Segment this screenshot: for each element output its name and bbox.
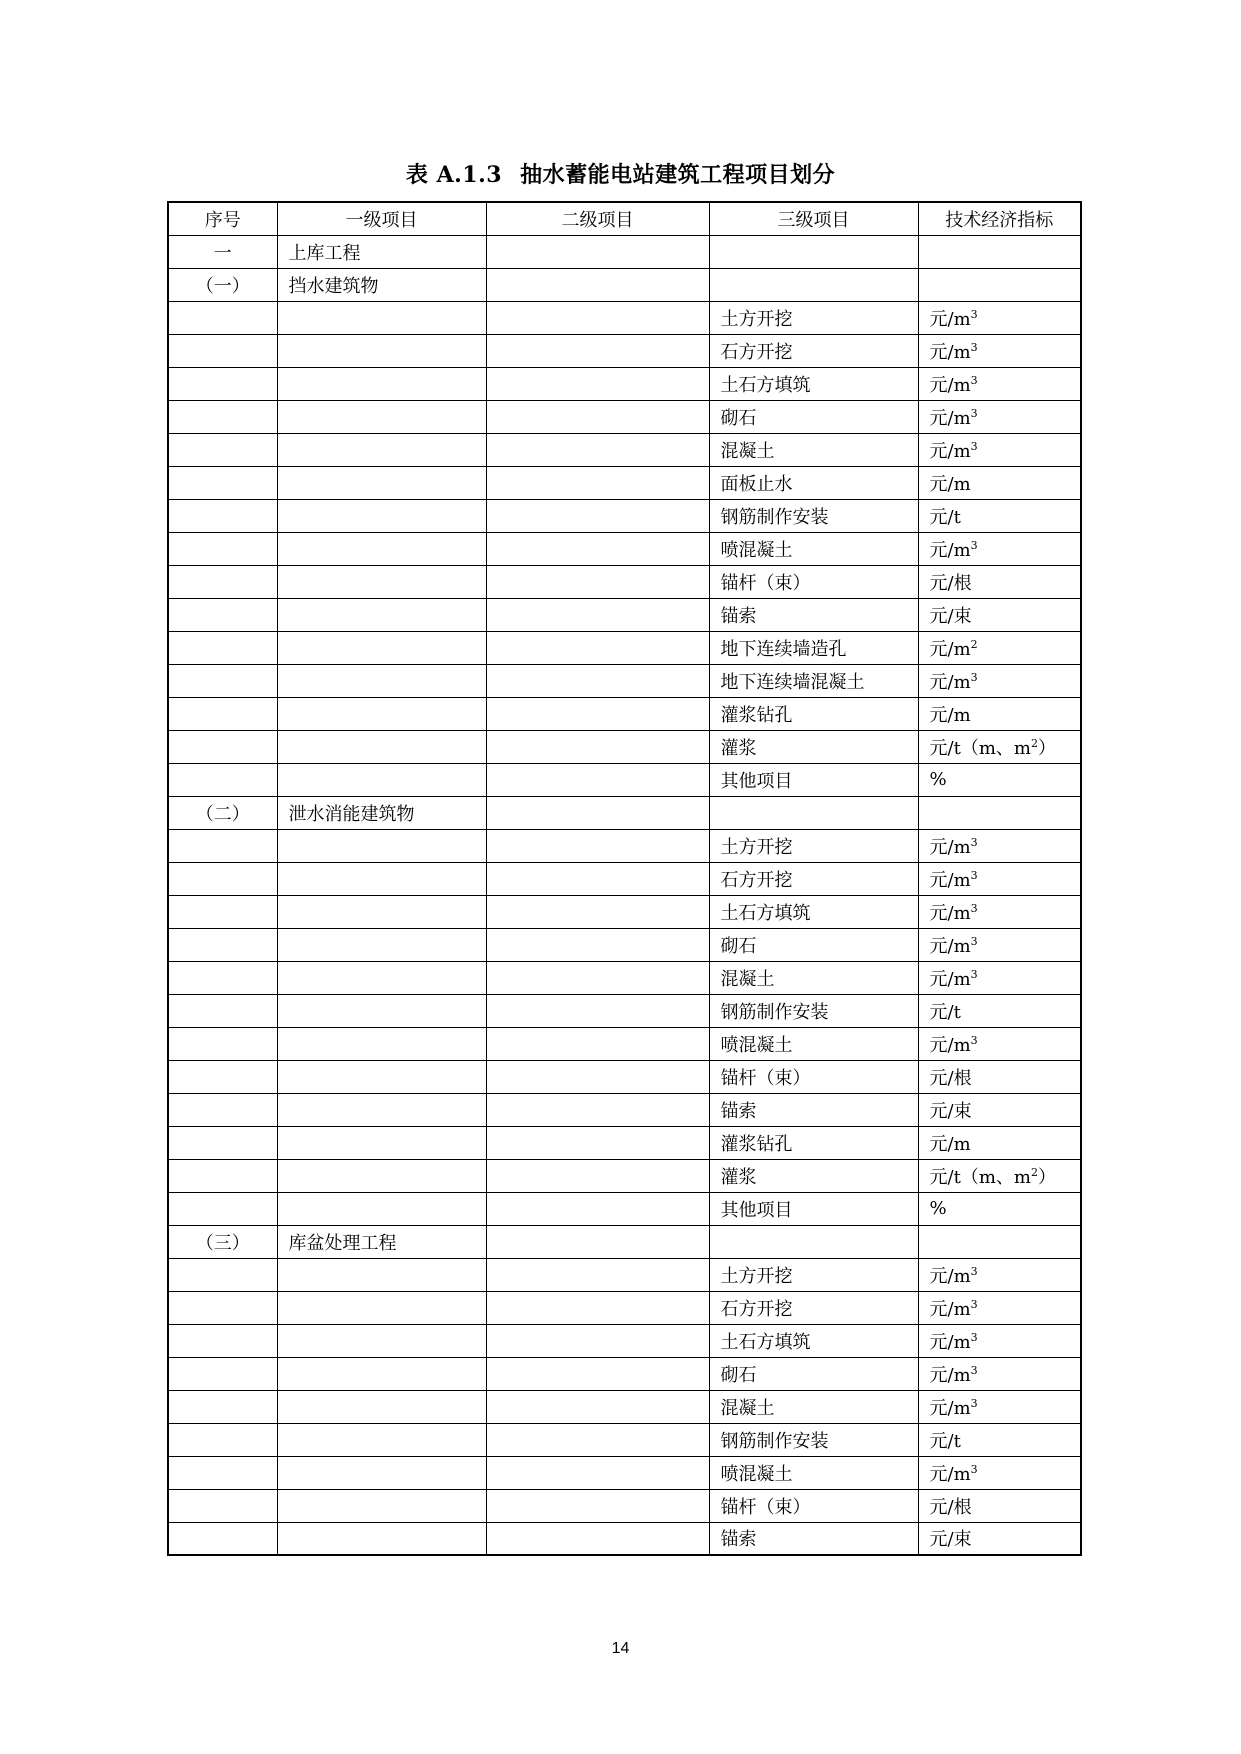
indicator-cell: 元$/m^3$	[918, 433, 1081, 466]
table-row	[168, 1357, 1081, 1390]
level3-cell: 面板止水	[709, 466, 918, 499]
level3-cell: 锚杆（束）	[709, 565, 918, 598]
indicator-cell	[918, 268, 1081, 301]
level3-cell: 灌浆钻孔	[709, 697, 918, 730]
level3-cell: 其他项目	[709, 1192, 918, 1225]
level2-cell	[486, 400, 709, 433]
level1-cell: 泄水消能建筑物	[277, 796, 486, 829]
level2-cell	[486, 829, 709, 862]
table-row	[168, 829, 1081, 862]
table-row	[168, 961, 1081, 994]
level2-cell	[486, 433, 709, 466]
table-row	[168, 367, 1081, 400]
level3-cell: 混凝土	[709, 961, 918, 994]
level2-cell	[486, 730, 709, 763]
level1-cell: 上库工程	[277, 235, 486, 268]
index-cell	[168, 928, 277, 961]
indicator-cell: 元/m	[918, 697, 1081, 730]
level1-cell	[277, 631, 486, 664]
index-cell	[168, 1522, 277, 1555]
index-cell	[168, 301, 277, 334]
table-row	[168, 1192, 1081, 1225]
index-cell	[168, 994, 277, 1027]
level3-cell: 其他项目	[709, 763, 918, 796]
level2-cell	[486, 862, 709, 895]
level1-cell	[277, 400, 486, 433]
level2-cell	[486, 1126, 709, 1159]
indicator-cell: 元/根	[918, 1060, 1081, 1093]
level3-cell: 喷混凝土	[709, 1456, 918, 1489]
table-row	[168, 862, 1081, 895]
table-row	[168, 565, 1081, 598]
index-cell	[168, 466, 277, 499]
level1-cell: 挡水建筑物	[277, 268, 486, 301]
table-row	[168, 1159, 1081, 1192]
index-cell	[168, 1390, 277, 1423]
level3-cell: 土方开挖	[709, 301, 918, 334]
level1-cell	[277, 664, 486, 697]
indicator-cell: 元/t（m、$m^2$）	[918, 730, 1081, 763]
level2-cell	[486, 1159, 709, 1192]
table-row	[168, 466, 1081, 499]
level2-cell	[486, 796, 709, 829]
level3-cell	[709, 268, 918, 301]
header-level2: 二级项目	[486, 202, 709, 235]
index-cell	[168, 961, 277, 994]
index-cell: 一	[168, 235, 277, 268]
table-row	[168, 1093, 1081, 1126]
level3-cell	[709, 796, 918, 829]
page-number: 14	[611, 1640, 630, 1657]
index-cell	[168, 367, 277, 400]
level2-cell	[486, 532, 709, 565]
index-cell	[168, 730, 277, 763]
level2-cell	[486, 1489, 709, 1522]
indicator-cell: 元$/m^3$	[918, 1390, 1081, 1423]
level2-cell	[486, 598, 709, 631]
level1-cell	[277, 1489, 486, 1522]
level3-cell: 地下连续墙造孔	[709, 631, 918, 664]
project-division-table	[167, 201, 1082, 1556]
level2-cell	[486, 928, 709, 961]
index-cell	[168, 862, 277, 895]
index-cell	[168, 1258, 277, 1291]
table-row	[168, 268, 1081, 301]
level3-cell: 钢筋制作安装	[709, 499, 918, 532]
table-row	[168, 631, 1081, 664]
indicator-cell: 元/t	[918, 994, 1081, 1027]
indicator-cell: 元$/m^3$	[918, 895, 1081, 928]
level2-cell	[486, 1027, 709, 1060]
level3-cell: 混凝土	[709, 1390, 918, 1423]
table-row	[168, 664, 1081, 697]
level3-cell: 土石方填筑	[709, 895, 918, 928]
level1-cell	[277, 433, 486, 466]
table-row	[168, 1390, 1081, 1423]
level2-cell	[486, 1060, 709, 1093]
table-row	[168, 730, 1081, 763]
level1-cell	[277, 1291, 486, 1324]
level2-cell	[486, 367, 709, 400]
level2-cell	[486, 961, 709, 994]
level2-cell	[486, 1225, 709, 1258]
table-number: 表 A.1.3	[405, 162, 503, 188]
level2-cell	[486, 1258, 709, 1291]
indicator-cell: 元$/m^3$	[918, 1027, 1081, 1060]
table-row	[168, 1126, 1081, 1159]
indicator-cell: 元/根	[918, 565, 1081, 598]
table-row	[168, 1291, 1081, 1324]
indicator-cell: 元/根	[918, 1489, 1081, 1522]
level3-cell: 锚杆（束）	[709, 1489, 918, 1522]
index-cell	[168, 1489, 277, 1522]
level2-cell	[486, 334, 709, 367]
index-cell: （三）	[168, 1225, 277, 1258]
indicator-cell: 元/t	[918, 1423, 1081, 1456]
header-level3: 三级项目	[709, 202, 918, 235]
level1-cell	[277, 763, 486, 796]
indicator-cell: 元$/m^2$	[918, 631, 1081, 664]
level3-cell: 砌石	[709, 928, 918, 961]
table-row	[168, 1456, 1081, 1489]
table-caption: 抽水蓄能电站建筑工程项目划分	[520, 162, 836, 188]
table-row	[168, 334, 1081, 367]
table-row	[168, 994, 1081, 1027]
index-cell: （二）	[168, 796, 277, 829]
index-cell	[168, 1324, 277, 1357]
level2-cell	[486, 631, 709, 664]
level3-cell: 土方开挖	[709, 1258, 918, 1291]
table-row	[168, 433, 1081, 466]
level2-cell	[486, 697, 709, 730]
index-cell	[168, 664, 277, 697]
index-cell	[168, 1456, 277, 1489]
index-cell	[168, 1357, 277, 1390]
header-level1: 一级项目	[277, 202, 486, 235]
level1-cell	[277, 301, 486, 334]
level1-cell	[277, 1258, 486, 1291]
level2-cell	[486, 1192, 709, 1225]
indicator-cell: 元$/m^3$	[918, 664, 1081, 697]
indicator-cell: 元$/m^3$	[918, 400, 1081, 433]
level2-cell	[486, 499, 709, 532]
level1-cell	[277, 1126, 486, 1159]
level1-cell	[277, 367, 486, 400]
header-index: 序号	[168, 202, 277, 235]
indicator-cell: 元/t	[918, 499, 1081, 532]
level1-cell	[277, 1060, 486, 1093]
indicator-cell: 元$/m^3$	[918, 1357, 1081, 1390]
indicator-cell: 元/束	[918, 1093, 1081, 1126]
indicator-cell: 元$/m^3$	[918, 1291, 1081, 1324]
table-row	[168, 499, 1081, 532]
level1-cell	[277, 994, 486, 1027]
level3-cell: 石方开挖	[709, 862, 918, 895]
level1-cell	[277, 961, 486, 994]
level1-cell	[277, 466, 486, 499]
level1-cell	[277, 730, 486, 763]
indicator-cell: 元$/m^3$	[918, 301, 1081, 334]
level2-cell	[486, 763, 709, 796]
level3-cell: 锚索	[709, 1522, 918, 1555]
level3-cell: 钢筋制作安装	[709, 1423, 918, 1456]
header-indicator: 技术经济指标	[918, 202, 1081, 235]
table-row	[168, 895, 1081, 928]
level1-cell	[277, 499, 486, 532]
indicator-cell: 元/t（m、$m^2$）	[918, 1159, 1081, 1192]
index-cell	[168, 565, 277, 598]
index-cell	[168, 598, 277, 631]
level1-cell	[277, 1027, 486, 1060]
index-cell	[168, 433, 277, 466]
level2-cell	[486, 235, 709, 268]
index-cell	[168, 1423, 277, 1456]
indicator-cell	[918, 796, 1081, 829]
level1-cell	[277, 1456, 486, 1489]
index-cell	[168, 1192, 277, 1225]
table-row	[168, 235, 1081, 268]
level3-cell: 灌浆	[709, 1159, 918, 1192]
level2-cell	[486, 301, 709, 334]
table-row	[168, 400, 1081, 433]
index-cell	[168, 1027, 277, 1060]
level1-cell	[277, 928, 486, 961]
table-row	[168, 928, 1081, 961]
level3-cell: 土石方填筑	[709, 367, 918, 400]
level3-cell: 锚索	[709, 1093, 918, 1126]
level3-cell: 锚杆（束）	[709, 1060, 918, 1093]
index-cell	[168, 895, 277, 928]
level1-cell	[277, 565, 486, 598]
index-cell	[168, 1291, 277, 1324]
level1-cell	[277, 1093, 486, 1126]
index-cell	[168, 1060, 277, 1093]
indicator-cell: 元/m	[918, 1126, 1081, 1159]
level3-cell: 灌浆	[709, 730, 918, 763]
table-body	[168, 235, 1081, 1555]
indicator-cell: 元$/m^3$	[918, 367, 1081, 400]
level1-cell	[277, 1192, 486, 1225]
indicator-cell: 元$/m^3$	[918, 928, 1081, 961]
level2-cell	[486, 895, 709, 928]
level1-cell	[277, 334, 486, 367]
level2-cell	[486, 664, 709, 697]
header-row	[168, 202, 1081, 235]
table-row	[168, 598, 1081, 631]
index-cell	[168, 631, 277, 664]
indicator-cell: 元$/m^3$	[918, 829, 1081, 862]
table-row	[168, 1489, 1081, 1522]
index-cell	[168, 400, 277, 433]
index-cell	[168, 829, 277, 862]
indicator-cell: 元$/m^3$	[918, 961, 1081, 994]
level3-cell: 石方开挖	[709, 1291, 918, 1324]
level2-cell	[486, 466, 709, 499]
level3-cell: 钢筋制作安装	[709, 994, 918, 1027]
indicator-cell: 元$/m^3$	[918, 532, 1081, 565]
level1-cell	[277, 1159, 486, 1192]
level1-cell	[277, 697, 486, 730]
table-row	[168, 1324, 1081, 1357]
level3-cell	[709, 235, 918, 268]
table-row	[168, 1258, 1081, 1291]
indicator-cell: 元$/m^3$	[918, 334, 1081, 367]
level1-cell	[277, 598, 486, 631]
level3-cell: 地下连续墙混凝土	[709, 664, 918, 697]
index-cell	[168, 697, 277, 730]
level3-cell: 锚索	[709, 598, 918, 631]
table-row	[168, 1060, 1081, 1093]
table-row	[168, 1027, 1081, 1060]
level2-cell	[486, 1522, 709, 1555]
level2-cell	[486, 1423, 709, 1456]
table-row	[168, 763, 1081, 796]
level2-cell	[486, 1093, 709, 1126]
level2-cell	[486, 565, 709, 598]
index-cell	[168, 1159, 277, 1192]
table-row	[168, 697, 1081, 730]
indicator-cell: %	[918, 763, 1081, 796]
level2-cell	[486, 1324, 709, 1357]
level2-cell	[486, 1456, 709, 1489]
level1-cell: 库盆处理工程	[277, 1225, 486, 1258]
level2-cell	[486, 1291, 709, 1324]
level1-cell	[277, 1357, 486, 1390]
level1-cell	[277, 829, 486, 862]
indicator-cell: 元$/m^3$	[918, 862, 1081, 895]
level2-cell	[486, 1357, 709, 1390]
index-cell	[168, 763, 277, 796]
level3-cell: 混凝土	[709, 433, 918, 466]
level1-cell	[277, 1324, 486, 1357]
table-row	[168, 1225, 1081, 1258]
table-row	[168, 532, 1081, 565]
level2-cell	[486, 268, 709, 301]
index-cell	[168, 1093, 277, 1126]
level1-cell	[277, 1522, 486, 1555]
level2-cell	[486, 994, 709, 1027]
level3-cell: 土石方填筑	[709, 1324, 918, 1357]
level1-cell	[277, 862, 486, 895]
level3-cell	[709, 1225, 918, 1258]
table-row	[168, 796, 1081, 829]
index-cell: （一）	[168, 268, 277, 301]
indicator-cell	[918, 235, 1081, 268]
indicator-cell: 元/m	[918, 466, 1081, 499]
table-title	[0, 158, 1241, 189]
level1-cell	[277, 895, 486, 928]
index-cell	[168, 532, 277, 565]
level3-cell: 灌浆钻孔	[709, 1126, 918, 1159]
level3-cell: 喷混凝土	[709, 532, 918, 565]
index-cell	[168, 499, 277, 532]
table-row	[168, 1423, 1081, 1456]
indicator-cell: %	[918, 1192, 1081, 1225]
index-cell	[168, 334, 277, 367]
level3-cell: 石方开挖	[709, 334, 918, 367]
level1-cell	[277, 1423, 486, 1456]
level3-cell: 砌石	[709, 400, 918, 433]
indicator-cell: 元$/m^3$	[918, 1324, 1081, 1357]
level1-cell	[277, 532, 486, 565]
indicator-cell: 元$/m^3$	[918, 1456, 1081, 1489]
level3-cell: 喷混凝土	[709, 1027, 918, 1060]
level1-cell	[277, 1390, 486, 1423]
indicator-cell: 元/束	[918, 598, 1081, 631]
indicator-cell: 元/束	[918, 1522, 1081, 1555]
indicator-cell	[918, 1225, 1081, 1258]
table-row	[168, 301, 1081, 334]
level3-cell: 土方开挖	[709, 829, 918, 862]
level2-cell	[486, 1390, 709, 1423]
table-row	[168, 1522, 1081, 1555]
index-cell	[168, 1126, 277, 1159]
level3-cell: 砌石	[709, 1357, 918, 1390]
indicator-cell: 元$/m^3$	[918, 1258, 1081, 1291]
